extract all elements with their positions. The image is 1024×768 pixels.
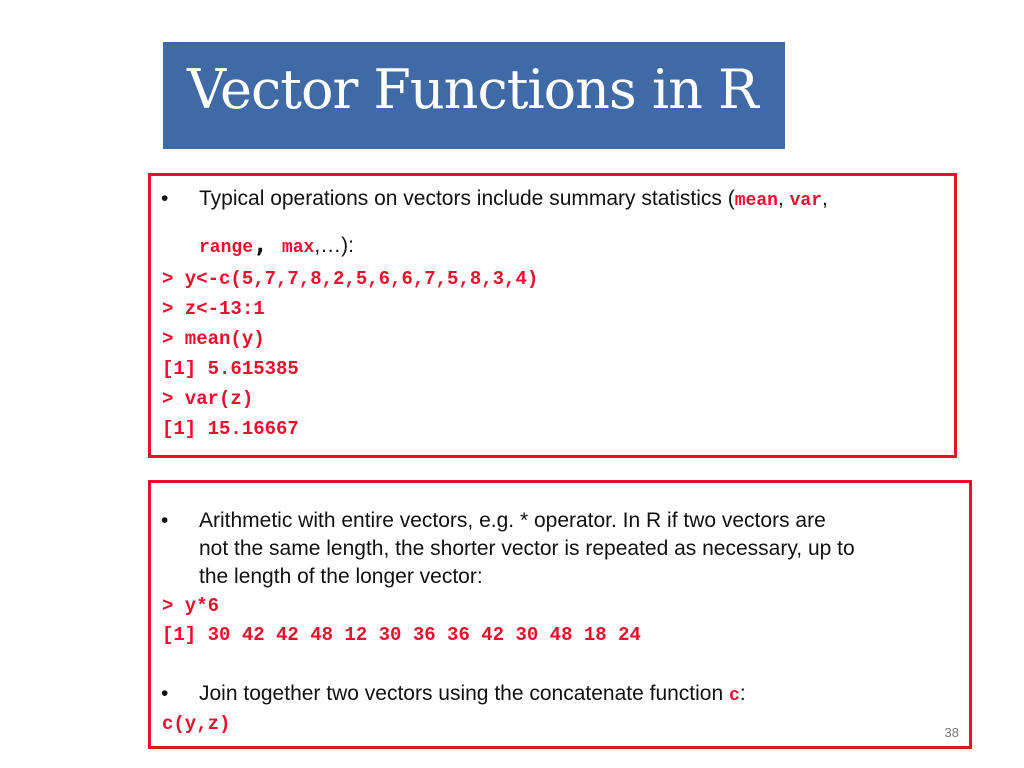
join-tail: :: [739, 682, 746, 705]
code-output: [1] 30 42 42 48 12 30 36 36 42 30 48 18 24: [162, 624, 641, 646]
bullet-icon: •: [161, 509, 169, 532]
join-text: Join together two vectors using the concatenate function: [199, 682, 729, 705]
summary-stats-box: [148, 173, 957, 458]
join-bullet: [161, 679, 961, 709]
slide-title-banner: [163, 42, 785, 149]
bullet-tail: ,…):: [314, 234, 354, 257]
arithmetic-box: [148, 480, 972, 749]
page-number: 38: [944, 725, 959, 740]
arithmetic-bullet: [161, 506, 961, 596]
bullet-icon: •: [161, 187, 169, 210]
code-line: > y<-c(5,7,7,8,2,5,6,6,7,5,8,3,4): [162, 268, 539, 290]
fn-var: var: [789, 191, 823, 211]
fn-max: max: [281, 238, 315, 258]
separator: ,: [822, 187, 828, 210]
fn-range: range: [199, 238, 254, 258]
summary-stats-bullet: [161, 184, 941, 258]
arithmetic-line: the length of the longer vector:: [199, 565, 483, 588]
code-output: [1] 15.16667: [162, 418, 299, 440]
code-line: > mean(y): [162, 328, 265, 350]
code-output: [1] 5.615385: [162, 358, 299, 380]
bullet-icon: •: [161, 682, 169, 705]
bullet-text: Typical operations on vectors include summary statistics (: [199, 187, 735, 210]
code-line: > z<-13:1: [162, 298, 265, 320]
separator: ,: [777, 187, 790, 210]
code-line: c(y,z): [162, 713, 231, 735]
fn-mean: mean: [734, 191, 778, 211]
fn-c: c: [729, 686, 740, 706]
arithmetic-line: not the same length, the shorter vector is repeated as necessary, up to: [199, 537, 855, 560]
arithmetic-line: Arithmetic with entire vectors, e.g. * operator. In R if two vectors are: [199, 509, 826, 532]
code-line: > var(z): [162, 388, 254, 410]
slide-title: Vector Functions in R: [187, 58, 758, 121]
separator: ,: [253, 230, 282, 258]
code-line: > y*6: [162, 595, 220, 617]
